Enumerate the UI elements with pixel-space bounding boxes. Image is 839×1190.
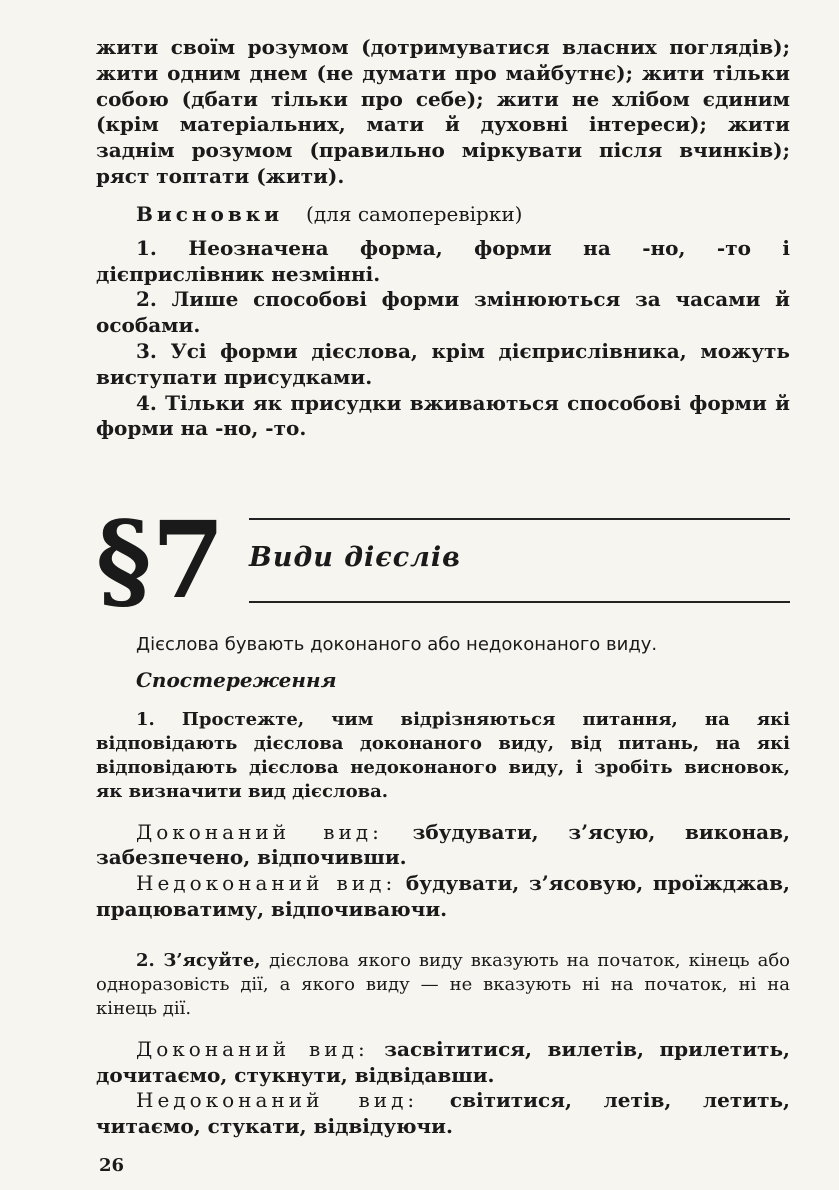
rule-statement: Дієслова бувають доконаного або недоконаного виду. — [136, 634, 658, 655]
example-perfective-1 — [96, 820, 790, 872]
conclusion-item: 4. Тільки як присудки вживаються способові форми й форми на -но, -то. — [96, 390, 790, 441]
perfective-label: Доконаний вид: — [136, 819, 383, 844]
perfective-words: збудувати, з’ясую, виконав, забезпечено, відпочивши. — [96, 819, 790, 870]
imperfective-label: Недоконаний вид: — [136, 871, 397, 896]
example-imperfective-1 — [96, 871, 790, 923]
intro-paragraph: жити своїм розумом (дотримуватися власних поглядів); жити одним днем (не думати про майбутнє); жити тільки собою (дбати тільки про себе); жити не хлібом єдиним (крім матеріальних, мати й духовні інтереси); жити заднім розумом (правильно міркувати після вчинків); ряст топтати (жити). — [96, 35, 790, 188]
imperfective-words: світитися, летів, летить, читаємо, стукати, відвідуючи. — [96, 1088, 791, 1139]
conclusion-item: 1. Неозначена форма, форми на -но, -то і дієприслівник незмінні. — [96, 235, 790, 286]
task-2-text: дієслова якого виду вказують на початок, кінець або одноразовість дії, а якого виду — не вказують ні на початок, ні на кінець дії. — [96, 949, 790, 1019]
section-body — [96, 632, 790, 1140]
perfective-words: засвітитися, вилетів, прилетить, дочитаємо, стукнути, відвідавши. — [96, 1036, 790, 1087]
section-title: Види дієслів — [249, 542, 461, 573]
section-bottom-rule — [249, 601, 790, 603]
conclusion-item: 2. Лише способові форми змінюються за часами й особами. — [96, 287, 790, 338]
section-top-rule — [249, 518, 790, 520]
conclusion-item: 3. Усі форми дієслова, крім дієприслівника, можуть виступати присудками. — [96, 338, 790, 389]
conclusions-block — [96, 202, 790, 442]
conclusions-title: Висновки — [136, 202, 284, 226]
conclusions-heading — [96, 202, 790, 228]
section-number: §7 — [96, 497, 226, 622]
imperfective-words: будувати, з’ясовую, проїжджав, працюватиму, відпочиваючи. — [96, 871, 790, 921]
observations-title: Спостереження — [136, 667, 337, 692]
page-number: 26 — [99, 1155, 125, 1176]
example-perfective-2 — [96, 1037, 790, 1089]
task-2-label: 2. З’ясуйте, — [136, 949, 261, 971]
conclusions-subtitle: (для самоперевірки) — [306, 202, 523, 226]
task-1: 1. Простежте, чим відрізняються питання, на які відповідають дієслова доконаного виду, від питань, на які відповідають дієслова недоконаного виду, і зробіть висновок, як визначити вид дієслова. — [96, 708, 790, 802]
perfective-label: Доконаний вид: — [136, 1036, 369, 1061]
intro-block — [96, 35, 790, 190]
task-2 — [96, 949, 790, 1021]
imperfective-label: Недоконаний вид: — [136, 1088, 419, 1113]
example-imperfective-2 — [96, 1088, 790, 1140]
